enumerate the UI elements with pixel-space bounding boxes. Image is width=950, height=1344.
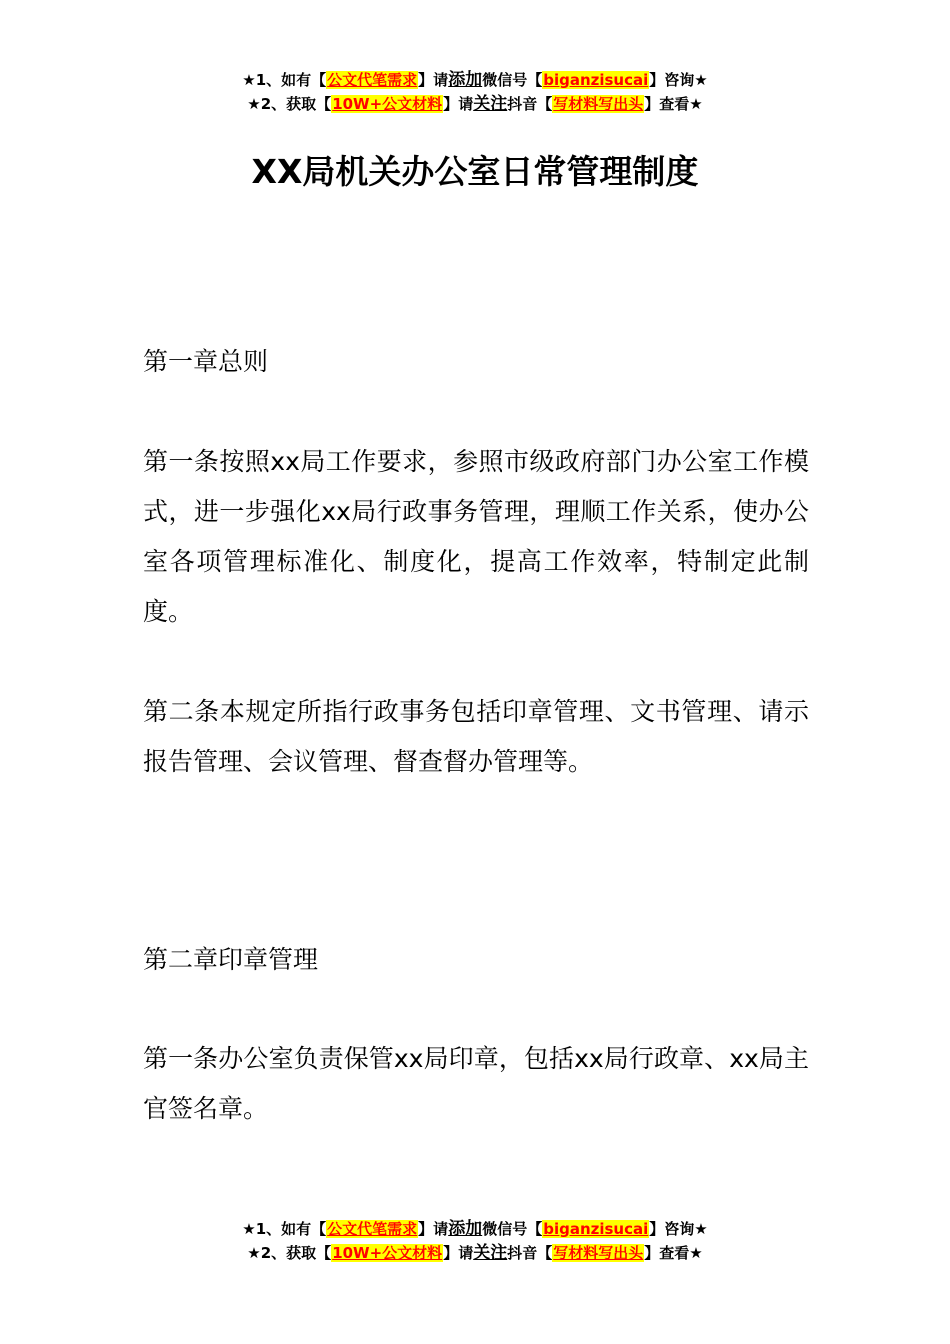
- banner-highlight: 10W+公文材料: [332, 95, 443, 113]
- banner-text: ★1、如有【: [242, 1220, 327, 1238]
- banner-text: ★2、获取【: [247, 1244, 332, 1262]
- article-paragraph: 第一条按照xx局工作要求，参照市级政府部门办公室工作模式，进一步强化xx局行政事务管理，理顺工作关系，使办公室各项管理标准化、制度化，提高工作效率，特制定此制度。: [143, 447, 809, 626]
- banner-highlight: 写材料写出头: [553, 1244, 644, 1262]
- banner-text: 】请: [443, 95, 474, 113]
- banner-highlight: 公文代笔需求: [327, 71, 418, 89]
- banner-line-2: [0, 1241, 950, 1265]
- document-title: XX局机关办公室日常管理制度: [251, 152, 699, 191]
- banner-text: ★2、获取【: [247, 95, 332, 113]
- banner-highlight: 10W+公文材料: [332, 1244, 443, 1262]
- banner-highlight: biganzisucai: [543, 71, 649, 89]
- banner-text: 抖音【: [507, 1244, 553, 1262]
- banner-text: 微信号【: [482, 71, 543, 89]
- banner-text: 】咨询★: [649, 1220, 708, 1238]
- chapter-heading-1: 第一章总则: [143, 347, 269, 376]
- banner-text: 】查看★: [644, 95, 703, 113]
- banner-highlight: 公文代笔需求: [327, 1220, 418, 1238]
- banner-line-1: [0, 1217, 950, 1241]
- article-paragraph: 第二条本规定所指行政事务包括印章管理、文书管理、请示报告管理、会议管理、督查督办管理等。: [143, 697, 809, 776]
- banner-emphasis: 添加: [448, 1219, 483, 1239]
- banner-emphasis: 添加: [448, 70, 483, 90]
- banner-line-1: [0, 68, 950, 92]
- banner-line-2: [0, 92, 950, 116]
- banner-text: 微信号【: [482, 1220, 543, 1238]
- banner-highlight: 写材料写出头: [553, 95, 644, 113]
- banner-text: 】咨询★: [649, 71, 708, 89]
- banner-text: 】请: [418, 1220, 449, 1238]
- chapter-heading-2: 第二章印章管理: [143, 945, 319, 974]
- header-banner: [0, 68, 950, 116]
- banner-text: ★1、如有【: [242, 71, 327, 89]
- banner-text: 】请: [418, 71, 449, 89]
- article-paragraph: 第一条办公室负责保管xx局印章，包括xx局行政章、xx局主官签名章。: [143, 1044, 809, 1123]
- banner-text: 抖音【: [507, 95, 553, 113]
- footer-banner: [0, 1217, 950, 1265]
- banner-text: 】查看★: [644, 1244, 703, 1262]
- banner-emphasis: 关注: [473, 94, 508, 114]
- banner-highlight: biganzisucai: [543, 1220, 649, 1238]
- banner-emphasis: 关注: [473, 1243, 508, 1263]
- banner-text: 】请: [443, 1244, 474, 1262]
